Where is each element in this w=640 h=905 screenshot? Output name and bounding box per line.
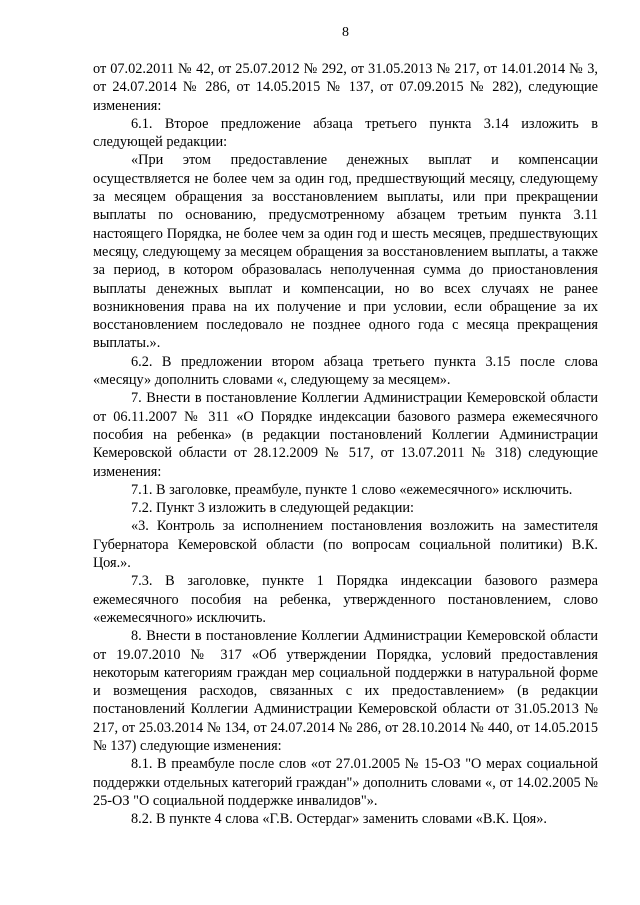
paragraph-8-1: 8.1. В преамбуле после слов «от 27.01.2005 № 15-ОЗ "О мерах социальной поддержки отдельных категорий граждан"» дополнить словами «, от 14.02.2005 № 25-ОЗ "О социальной поддержке инвалидов"». <box>93 756 598 809</box>
paragraph-quote-3-14: «При этом предоставление денежных выплат и компенсации осуществляется не более чем за один год, предшествующий месяцу, следующему за месяцем обращения за восстановлением выплаты, или при прекращении выплаты по основанию, предусмотренному абзацем третьим пункта 3.11 настоящего Порядка, не более чем за один год и шесть месяцев, предшествующих месяцу, следующему за месяцем обращения за восстановлением выплаты, а также за период, в котором образовалась неполученная сумма до приостановления выплаты денежных выплат и компенсации, но во всех случаях не ранее возникновения права на их получение и при условии, если обращение за их восстановлением последовало не позднее одного года с месяца прекращения выплаты.». <box>93 152 598 352</box>
document-page <box>93 24 598 828</box>
paragraph-8-2: 8.2. В пункте 4 слова «Г.В. Остердаг» заменить словами «В.К. Цоя». <box>131 811 547 828</box>
paragraph-7-2: 7.2. Пункт 3 изложить в следующей редакции: <box>131 500 414 517</box>
paragraph-7-3: 7.3. В заголовке, пункте 1 Порядка индексации базового размера ежемесячного пособия на ребенка, утвержденного постановлением, слово «ежемесячного» исключить. <box>93 573 598 626</box>
page-number: 8 <box>342 25 349 40</box>
paragraph-continuation: от 07.02.2011 № 42, от 25.07.2012 № 292, от 31.05.2013 № 217, от 14.01.2014 № 3, от 24.07.2014 № 286, от 14.05.2015 № 137, от 07.09.2015 № 282), следующие изменения: <box>93 61 598 114</box>
paragraph-quote-3: «3. Контроль за исполнением постановления возложить на заместителя Губернатора Кемеровской области (по вопросам социальной политики) В.К. Цоя.». <box>93 518 598 572</box>
paragraph-6-1: 6.1. Второе предложение абзаца третьего пункта 3.14 изложить в следующей редакции: <box>93 115 598 151</box>
paragraph-6-2: 6.2. В предложении втором абзаца третьего пункта 3.15 после слова «месяцу» дополнить словами «, следующему за месяцем». <box>93 353 598 389</box>
paragraph-8: 8. Внести в постановление Коллегии Администрации Кемеровской области от 19.07.2010 № 317 «Об утверждении Порядка, условий предоставления некоторым категориям граждан мер социальной поддержки в натуральной форме и возмещения расходов, связанных с их предоставлением» (в редакции постановлений Коллегии Администрации Кемеровской области от 31.05.2013 № 217, от 25.03.2014 № 134, от 24.07.2014 № 286, от 28.10.2014 № 440, от 14.05.2015 № 137) следующие изменения: <box>93 628 598 754</box>
paragraph-7-1: 7.1. В заголовке, преамбуле, пункте 1 слово «ежемесячного» исключить. <box>131 481 573 498</box>
paragraph-7: 7. Внести в постановление Коллегии Администрации Кемеровской области от 06.11.2007 № 311 «О Порядке индексации базового размера ежемесячного пособия на ребенка» (в редакции постановлений Коллегии Администрации Кемеровской области от 28.12.2009 № 517, от 13.07.2011 № 318) следующие изменения: <box>93 390 598 480</box>
